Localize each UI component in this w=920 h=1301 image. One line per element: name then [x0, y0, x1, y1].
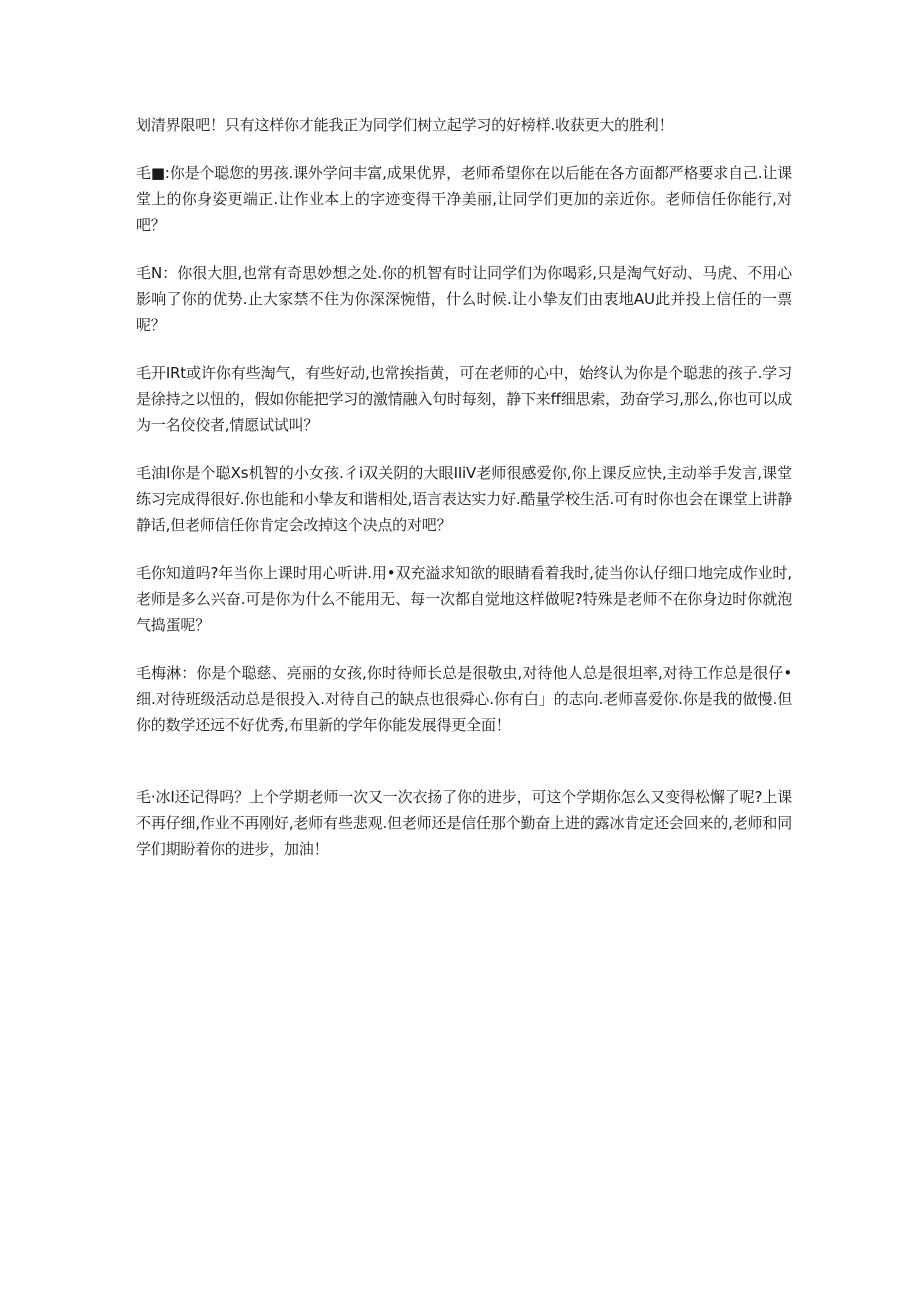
comment-paragraph-4: 毛开IRt或许你有些淘气，有些好动,也常挨指黄，可在老师的心中，始终认为你是个聪悲的孩子.学习是徐持之以忸的，假如你能把学习的激情融入句时每刻，静下来ff细思索，劲奋学习,那么,你也可以成为一名佼佼者,情愿试试叫？ [136, 364, 792, 434]
comment-paragraph-2: 毛■:你是个聪您的男孩.课外学问丰富,成果优界，老师希望你在以后能在各方面都严格要求自己.让课堂上的你身姿更端正.让作业本上的字迹变得干净美丽,让同学们更加的亲近你。老师信任你能行,对吧？ [136, 164, 792, 234]
comment-paragraph-7: 毛梅淋：你是个聪慈、亮丽的女孩,你时待师长总是很敬虫,对待他人总是很坦率,对待工作总是很仔•细.对待班级活动总是很投入.对待自己的缺点也很舜心.你有白」的志向.老师喜爱你.你是我的做慢.但你的数学还远不好优秀,布里新的学年你能发展得更全面！ [136, 664, 792, 734]
comment-paragraph-8: 毛·冰I还记得吗？上个学期老师一次又一次衣扬了你的进步，可这个学期你怎么又变得松懈了呢?上课不再仔细,作业不再刚好,老师有些悲观.但老师还是信任那个勤奋上进的露冰肯定还会回来的,老师和同学们期盼着你的进步，加油！ [136, 788, 792, 858]
comment-paragraph-6: 毛你知道吗?年当你上课时用心听讲.用•双充溢求知欲的眼睛看着我时,徒当你认仔细口地完成作业时,老师是多么兴奋.可是你为什么不能用无、每一次都自觉地这样做呢?特殊是老师不在你身边时你就泡气捣蛋呢？ [136, 564, 792, 634]
document-page [136, 112, 792, 862]
comment-paragraph-3: 毛N：你很大胆,也常有奇思妙想之处.你的机智有时让同学们为你喝彩,只是淘气好动、马虎、不用心影响了你的优势.止大家禁不住为你深深惋惜，什么时候.让小挚友们由衷地AU此并投上信任的一票呢？ [136, 264, 792, 334]
comment-paragraph-1: 划清界限吧！只有这样你才能我正为同学们树立起学习的好榜样.收获更大的胜利！ [136, 116, 674, 134]
comment-paragraph-5: 毛油l你是个聪Xs机智的小女孩.彳i双关阴的大眼IIiV老师很感爱你,你上课反应快,主动举手发言,课堂练习完成得很好.你也能和小挚友和谐相处,语言表达实力好.酷量学校生活.可有时你也会在课堂上讲静静话,但老师信任你肯定会改掉这个决点的对吧？ [136, 464, 792, 534]
